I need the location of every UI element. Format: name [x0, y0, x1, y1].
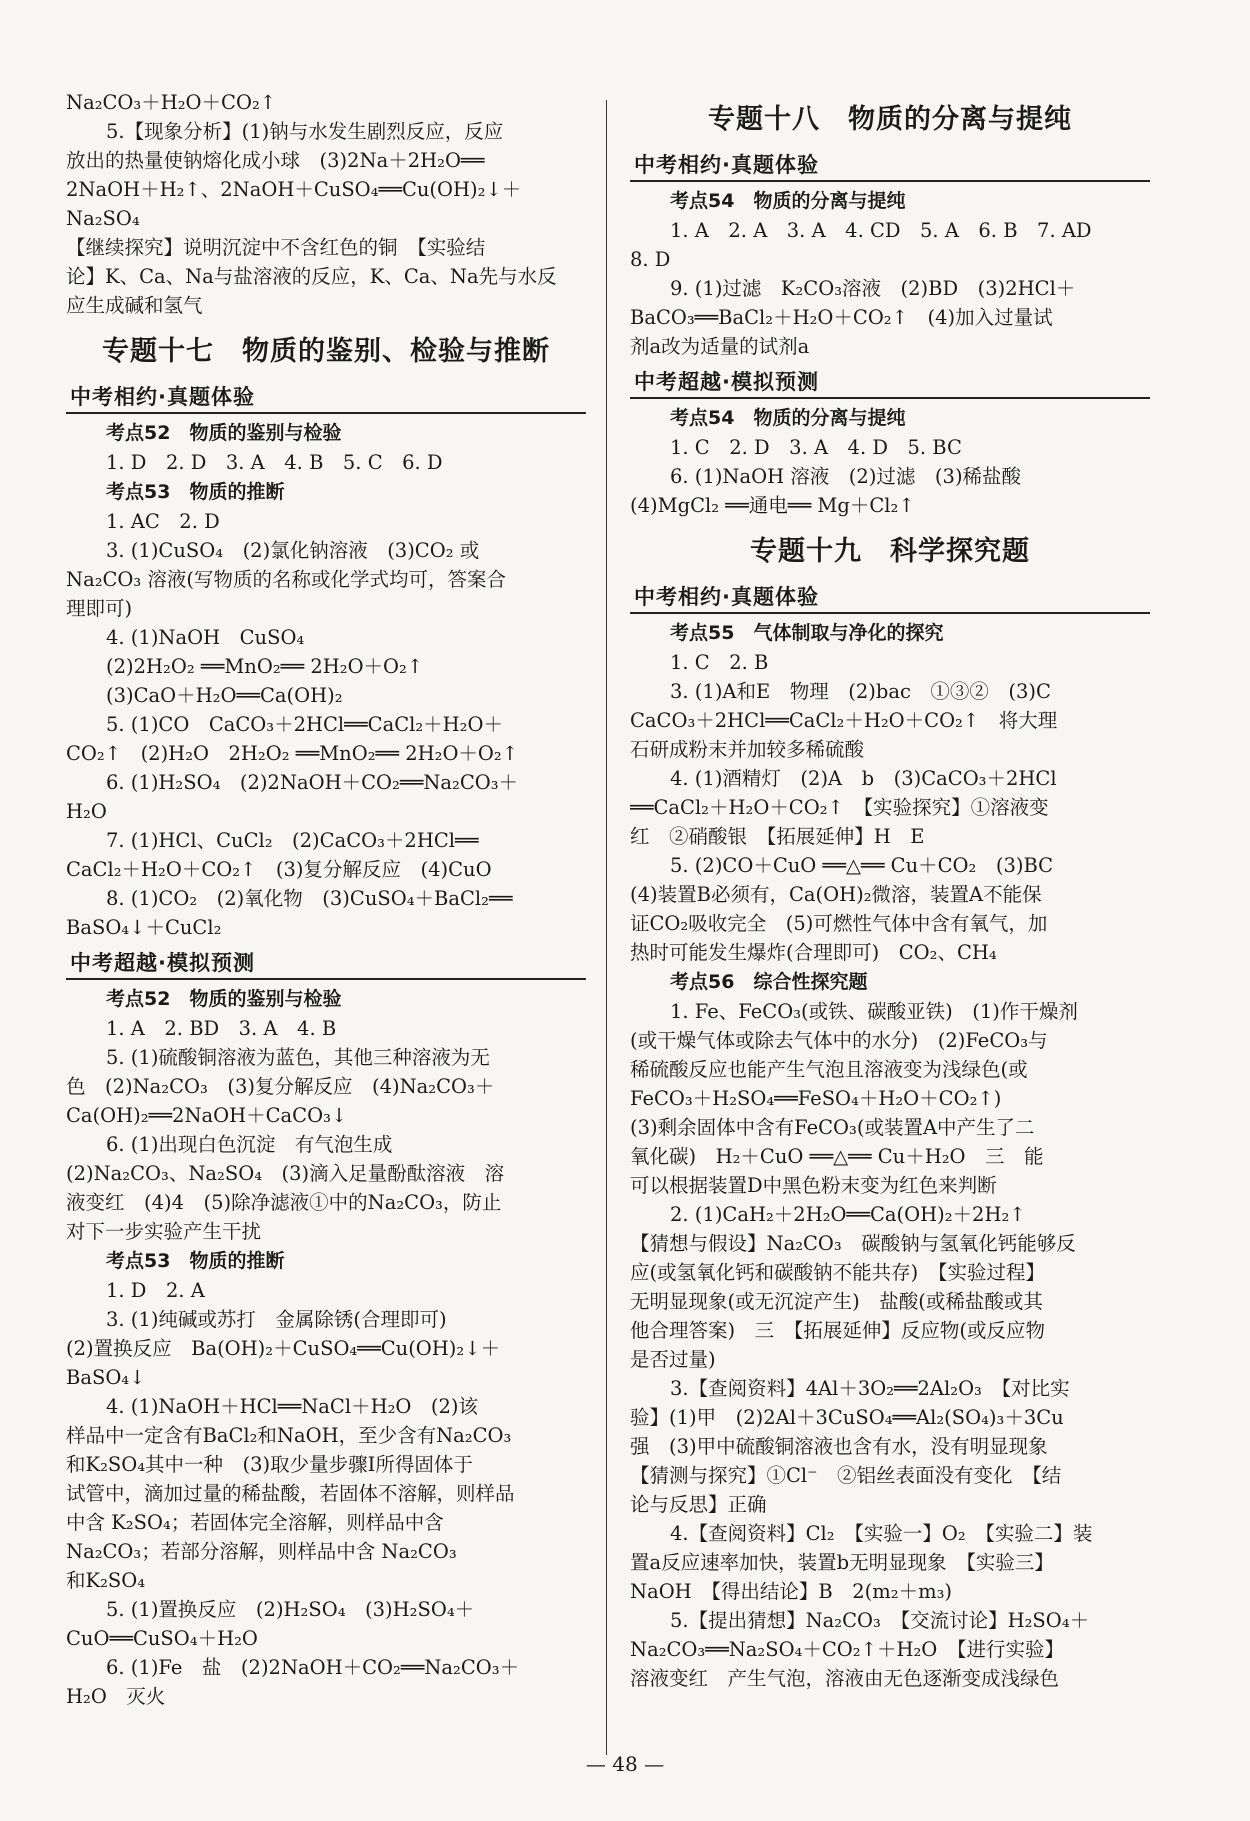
- key-point-heading: 考点53 物质的推断: [106, 481, 285, 503]
- answer-line: 论】K、Ca、Na与盐溶液的反应，K、Ca、Na先与水反: [66, 265, 557, 288]
- answer-line: 论与反思】正确: [630, 1493, 767, 1516]
- answer-line: (2)Na₂CO₃、Na₂SO₄ (3)滴入足量酚酞溶液 溶: [66, 1162, 505, 1185]
- answer-line: BaSO₄↓＋CuCl₂: [66, 916, 222, 939]
- answer-line: 置a反应速率加快，装置b无明显现象 【实验三】: [630, 1551, 1054, 1574]
- answer-line: 1. C 2. D 3. A 4. D 5. BC: [670, 436, 962, 459]
- answer-line: (3)剩余固体中含有FeCO₃(或装置A中产生了二: [630, 1116, 1035, 1139]
- answer-line: 是否过量): [630, 1348, 716, 1371]
- answer-line: 应(或氢氧化钙和碳酸钠不能共存) 【实验过程】: [630, 1261, 1045, 1284]
- answer-line: (4)装置B必须有，Ca(OH)₂微溶，装置A不能保: [630, 883, 1042, 906]
- answer-line: 1. A 2. BD 3. A 4. B: [106, 1017, 337, 1040]
- key-point-heading: 考点52 物质的鉴别与检验: [106, 988, 342, 1010]
- answer-line: 6. (1)Fe 盐 (2)2NaOH＋CO₂══Na₂CO₃＋: [106, 1656, 520, 1679]
- answer-line: Na₂CO₃ 溶液(写物质的名称或化学式均可，答案合: [66, 568, 507, 591]
- key-point-heading: 考点52 物质的鉴别与检验: [106, 422, 342, 444]
- key-point-heading: 考点54 物质的分离与提纯: [670, 407, 906, 429]
- answer-line: 5. (1)CO CaCO₃＋2HCl══CaCl₂＋H₂O＋: [106, 713, 503, 736]
- answer-line: 4.【查阅资料】Cl₂ 【实验一】O₂ 【实验二】装: [670, 1522, 1093, 1545]
- answer-line: 5. (1)置换反应 (2)H₂SO₄ (3)H₂SO₄＋: [106, 1598, 475, 1621]
- section-header: 中考超越·模拟预测: [66, 948, 586, 980]
- answer-line: 热时可能发生爆炸(合理即可) CO₂、CH₄: [630, 941, 997, 964]
- answer-line: 红 ②硝酸银 【拓展延伸】H E: [630, 825, 925, 848]
- answer-line: NaOH 【得出结论】B 2(m₂＋m₃): [630, 1580, 952, 1603]
- answer-line: 4. (1)NaOH CuSO₄: [106, 626, 305, 649]
- answer-line: 1. A 2. A 3. A 4. CD 5. A 6. B 7. AD: [670, 219, 1092, 242]
- answer-line: 4. (1)酒精灯 (2)A b (3)CaCO₃＋2HCl: [670, 767, 1057, 790]
- section-header: 中考相约·真题体验: [630, 150, 1150, 182]
- answer-line: (或干燥气体或除去气体中的水分) (2)FeCO₃与: [630, 1029, 1048, 1052]
- answer-line: (2)2H₂O₂ ══MnO₂══ 2H₂O＋O₂↑: [106, 655, 424, 678]
- answer-line: 可以根据装置D中黑色粉末变为红色来判断: [630, 1174, 997, 1197]
- answer-line: FeCO₃＋H₂SO₄══FeSO₄＋H₂O＋CO₂↑): [630, 1087, 1002, 1110]
- answer-line: 5.【提出猜想】Na₂CO₃ 【交流讨论】H₂SO₄＋: [670, 1609, 1090, 1632]
- answer-line: 【猜测与探究】①Cl⁻ ②铝丝表面没有变化 【结: [630, 1464, 1062, 1487]
- section-header: 中考相约·真题体验: [630, 582, 1150, 614]
- answer-line: 1. D 2. A: [106, 1279, 205, 1302]
- answer-line: 应生成碱和氢气: [66, 294, 203, 317]
- answer-line: 验】(1)甲 (2)2Al＋3CuSO₄══Al₂(SO₄)₃＋3Cu: [630, 1406, 1064, 1429]
- key-point-heading: 考点54 物质的分离与提纯: [670, 190, 906, 212]
- answer-line: 5.【现象分析】(1)钠与水发生剧烈反应，反应: [106, 120, 504, 143]
- answer-line: 溶液变红 产生气泡，溶液由无色逐渐变成浅绿色: [630, 1667, 1060, 1690]
- answer-line: 3. (1)A和E 物理 (2)bac ①③② (3)C: [670, 680, 1051, 703]
- answer-line: H₂O 灭火: [66, 1685, 166, 1708]
- answer-line: (4)MgCl₂ ══通电══ Mg＋Cl₂↑: [630, 494, 915, 517]
- answer-line: CO₂↑ (2)H₂O 2H₂O₂ ══MnO₂══ 2H₂O＋O₂↑: [66, 742, 519, 765]
- answer-line: 6. (1)NaOH 溶液 (2)过滤 (3)稀盐酸: [670, 465, 1022, 488]
- answer-line: CuO══CuSO₄＋H₂O: [66, 1627, 258, 1650]
- answer-line: 8. D: [630, 248, 671, 271]
- answer-line: 5. (1)硫酸铜溶液为蓝色，其他三种溶液为无: [106, 1046, 490, 1069]
- answer-line: 9. (1)过滤 K₂CO₃溶液 (2)BD (3)2HCl＋: [670, 277, 1076, 300]
- answer-line: 7. (1)HCl、CuCl₂ (2)CaCO₃＋2HCl══: [106, 829, 479, 852]
- answer-line: 6. (1)H₂SO₄ (2)2NaOH＋CO₂══Na₂CO₃＋: [106, 771, 519, 794]
- answer-line: 样品中一定含有BaCl₂和NaOH，至少含有Na₂CO₃: [66, 1424, 512, 1447]
- answer-line: 和K₂SO₄: [66, 1569, 146, 1592]
- answer-line: BaCO₃══BaCl₂＋H₂O＋CO₂↑ (4)加入过量试: [630, 306, 1053, 329]
- key-point-heading: 考点56 综合性探究题: [670, 971, 868, 993]
- column-divider: [606, 100, 607, 1755]
- answer-line: 1. Fe、FeCO₃(或铁、碳酸亚铁) (1)作干燥剂: [670, 1000, 1078, 1023]
- answer-line: 理即可): [66, 597, 133, 620]
- topic-title: 专题十八 物质的分离与提纯: [708, 104, 1072, 135]
- answer-line: 4. (1)NaOH＋HCl══NaCl＋H₂O (2)该: [106, 1395, 479, 1418]
- answer-line: Na₂CO₃；若部分溶解，则样品中含 Na₂CO₃: [66, 1540, 457, 1563]
- right-column: [630, 88, 1150, 1693]
- answer-line: 他合理答案) 三 【拓展延伸】反应物(或反应物: [630, 1319, 1045, 1342]
- answer-line: 【猜想与假设】Na₂CO₃ 碳酸钠与氢氧化钙能够反: [630, 1232, 1076, 1255]
- answer-line: 1. C 2. B: [670, 651, 769, 674]
- key-point-heading: 考点53 物质的推断: [106, 1250, 285, 1272]
- answer-line: CaCO₃＋2HCl══CaCl₂＋H₂O＋CO₂↑ 将大理: [630, 709, 1058, 732]
- answer-line: 色 (2)Na₂CO₃ (3)复分解反应 (4)Na₂CO₃＋: [66, 1075, 495, 1098]
- answer-line: 剂a改为适量的试剂a: [630, 335, 810, 358]
- answer-line: 试管中，滴加过量的稀盐酸，若固体不溶解，则样品: [66, 1482, 515, 1505]
- answer-line: 3. (1)CuSO₄ (2)氯化钠溶液 (3)CO₂ 或: [106, 539, 480, 562]
- answer-line: 无明显现象(或无沉淀产生) 盐酸(或稀盐酸或其: [630, 1290, 1043, 1313]
- answer-line: 石研成粉末并加较多稀硫酸: [630, 738, 865, 761]
- answer-line: Na₂SO₄: [66, 207, 140, 230]
- answer-line: H₂O: [66, 800, 107, 823]
- answer-line: 【继续探究】说明沉淀中不含红色的铜 【实验结: [66, 236, 486, 259]
- section-header: 中考超越·模拟预测: [630, 367, 1150, 399]
- answer-line: CaCl₂＋H₂O＋CO₂↑ (3)复分解反应 (4)CuO: [66, 858, 492, 881]
- answer-line: 中含 K₂SO₄；若固体完全溶解，则样品中含: [66, 1511, 444, 1534]
- answer-line: 强 (3)甲中硫酸铜溶液也含有水，没有明显现象: [630, 1435, 1048, 1458]
- left-column: [66, 88, 586, 1711]
- answer-line: 放出的热量使钠熔化成小球 (3)2Na＋2H₂O══: [66, 149, 485, 172]
- answer-line: 证CO₂吸收完全 (5)可燃性气体中含有氧气，加: [630, 912, 1048, 935]
- answer-line: 8. (1)CO₂ (2)氧化物 (3)CuSO₄＋BaCl₂══: [106, 887, 513, 910]
- key-point-heading: 考点55 气体制取与净化的探究: [670, 622, 944, 644]
- answer-line: 稀硫酸反应也能产生气泡且溶液变为浅绿色(或: [630, 1058, 1028, 1081]
- answer-line: 和K₂SO₄其中一种 (3)取少量步骤Ⅰ所得固体于: [66, 1453, 473, 1476]
- topic-title: 专题十九 科学探究题: [750, 536, 1030, 567]
- answer-line: 5. (2)CO＋CuO ══△══ Cu＋CO₂ (3)BC: [670, 854, 1054, 877]
- answer-line: BaSO₄↓: [66, 1366, 146, 1389]
- answer-line: 1. AC 2. D: [106, 510, 220, 533]
- answer-line: (2)置换反应 Ba(OH)₂＋CuSO₄══Cu(OH)₂↓＋: [66, 1337, 501, 1360]
- answer-line: 3.【查阅资料】4Al＋3O₂══2Al₂O₃ 【对比实: [670, 1377, 1070, 1400]
- answer-line: 2. (1)CaH₂＋2H₂O══Ca(OH)₂＋2H₂↑: [670, 1203, 1026, 1226]
- answer-line: Ca(OH)₂══2NaOH＋CaCO₃↓: [66, 1104, 348, 1127]
- answer-line: (3)CaO＋H₂O══Ca(OH)₂: [106, 684, 343, 707]
- answer-line: ══CaCl₂＋H₂O＋CO₂↑ 【实验探究】①溶液变: [630, 796, 1049, 819]
- answer-line: Na₂CO₃══Na₂SO₄＋CO₂↑＋H₂O 【进行实验】: [630, 1638, 1064, 1661]
- answer-line: 3. (1)纯碱或苏打 金属除锈(合理即可): [106, 1308, 447, 1331]
- answer-line: 对下一步实验产生干扰: [66, 1220, 262, 1243]
- page-number: — 48 —: [585, 1752, 665, 1776]
- section-header: 中考相约·真题体验: [66, 382, 586, 414]
- answer-line: 6. (1)出现白色沉淀 有气泡生成: [106, 1133, 393, 1156]
- answer-line: 液变红 (4)4 (5)除净滤液①中的Na₂CO₃，防止: [66, 1191, 502, 1214]
- answer-line: Na₂CO₃＋H₂O＋CO₂↑: [66, 91, 277, 114]
- answer-line: 2NaOH＋H₂↑、2NaOH＋CuSO₄══Cu(OH)₂↓＋: [66, 178, 522, 201]
- answer-line: 氧化碳) H₂＋CuO ══△══ Cu＋H₂O 三 能: [630, 1145, 1044, 1168]
- answer-line: 1. D 2. D 3. A 4. B 5. C 6. D: [106, 451, 443, 474]
- topic-title: 专题十七 物质的鉴别、检验与推断: [102, 336, 550, 367]
